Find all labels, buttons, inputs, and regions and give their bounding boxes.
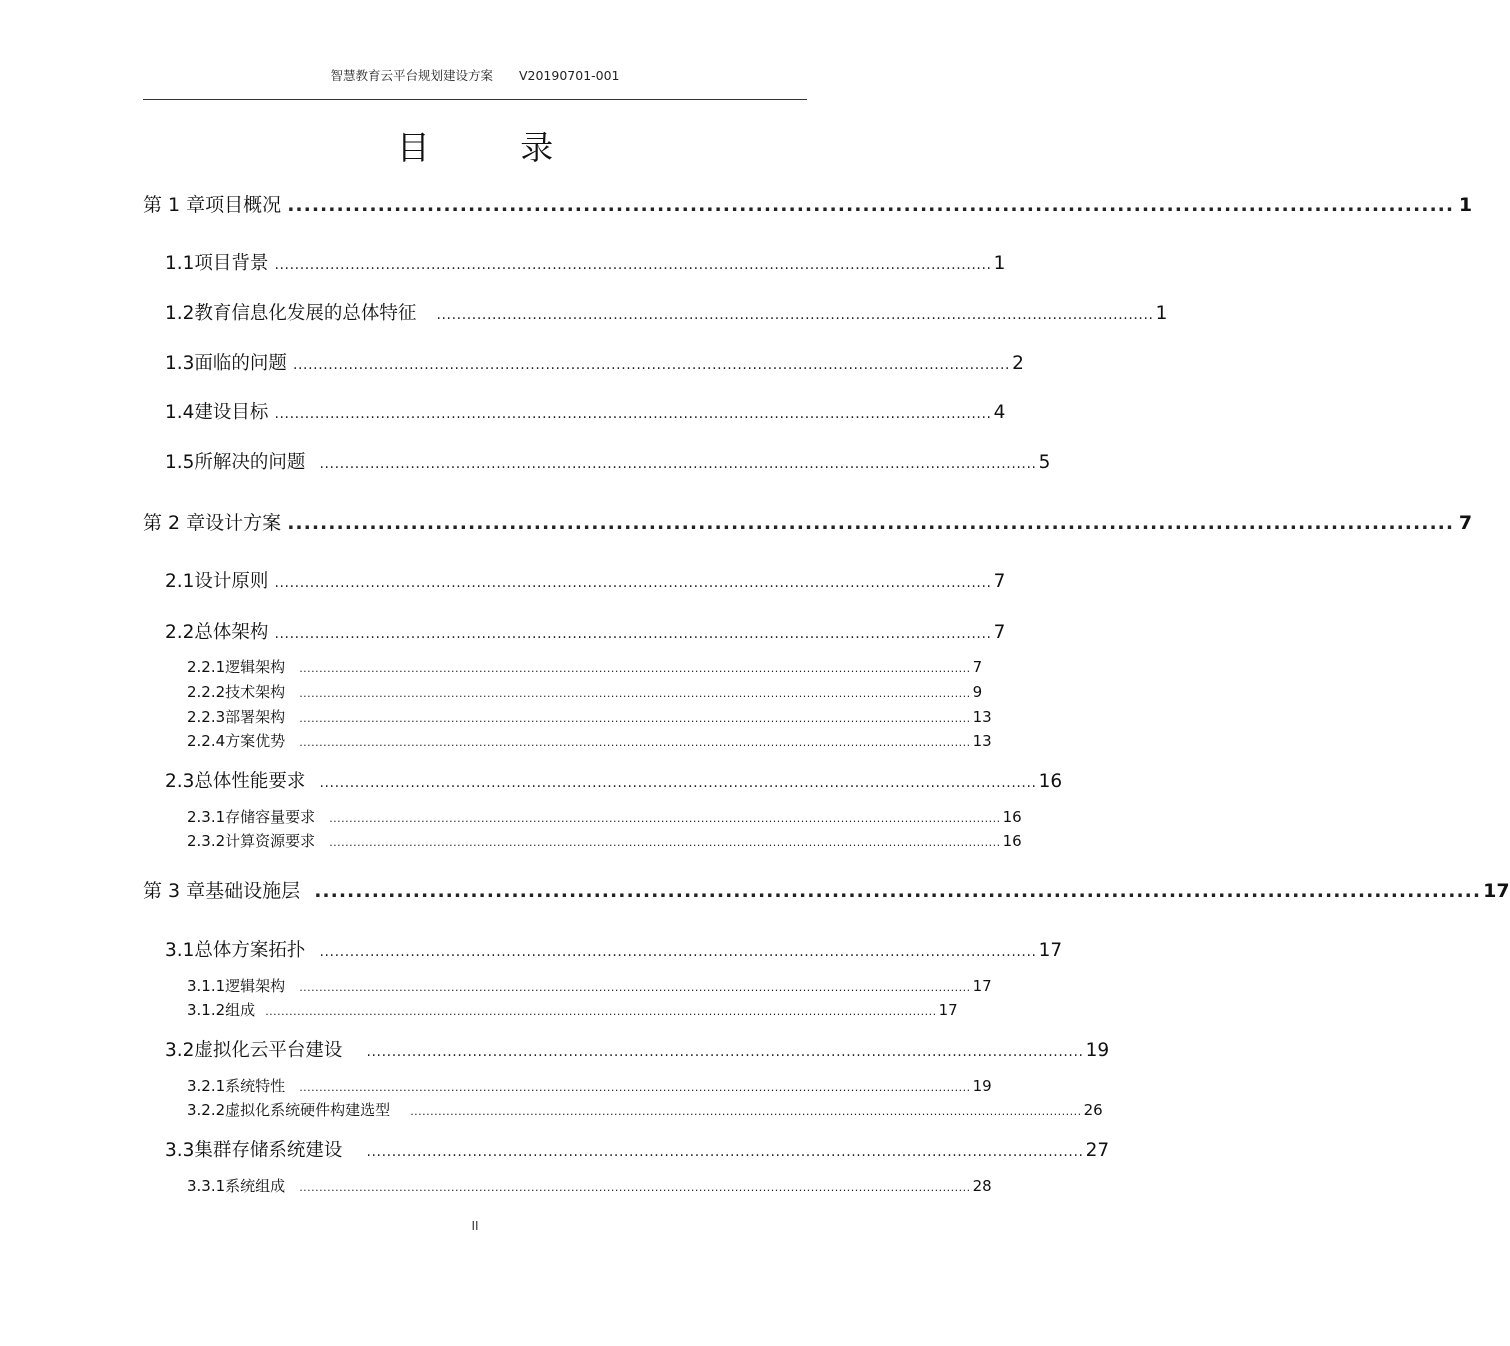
toc-entry-number: 3.3.1 <box>187 1177 226 1195</box>
toc-section-1-4[interactable] <box>165 398 1006 424</box>
toc-entry-label: 部署架构 <box>225 708 286 726</box>
toc-entry-label: 集群存储系统建设 <box>194 1140 343 1161</box>
toc-leader-dots: ........................................................................................................................................................................ <box>299 712 971 725</box>
toc-entry-number: 2.3.2 <box>187 832 226 850</box>
toc-entry-page: 16 <box>1002 832 1022 850</box>
toc-subsection-2-3-2[interactable] <box>187 830 1022 851</box>
toc-leader-dots: ........................................................................................................................................................................ <box>299 736 971 749</box>
toc-entry-page: 9 <box>972 683 983 701</box>
toc-entry-page: 19 <box>972 1077 992 1095</box>
toc-leader-dots: .............................................................................................................................................. <box>366 1144 1084 1160</box>
toc-entry-page: 27 <box>1085 1140 1110 1161</box>
toc-section-2-2[interactable] <box>165 618 1006 644</box>
toc-entry-number: 第 1 章 <box>143 194 206 216</box>
toc-entry-page: 1 <box>1155 303 1168 324</box>
toc-entry-label: 项目背景 <box>194 253 269 274</box>
toc-section-2-3[interactable] <box>165 767 1063 793</box>
toc-entry-number: 1.4 <box>165 402 195 423</box>
toc-entry-number: 2.1 <box>165 571 195 592</box>
toc-section-1-5[interactable] <box>165 448 1051 474</box>
toc-subsection-3-3-1[interactable] <box>187 1175 992 1196</box>
toc-leader-dots: .............................................................................................................................................. <box>274 257 992 273</box>
toc-leader-dots: ........................................................................................................................................................................ <box>265 1005 937 1018</box>
toc-leader-dots: ........................................................................................................................................................................ <box>329 836 1001 849</box>
toc-subsection-3-1-1[interactable] <box>187 975 992 996</box>
toc-section-3-1[interactable] <box>165 936 1063 962</box>
toc-entry-label: 逻辑架构 <box>225 658 286 676</box>
toc-entry-number: 2.2.2 <box>187 683 226 701</box>
toc-entry-number: 2.2.3 <box>187 708 226 726</box>
toc-entry-label: 组成 <box>225 1001 256 1019</box>
toc-section-3-3[interactable] <box>165 1136 1110 1162</box>
toc-leader-dots: ........................................................................................................................................................................ <box>299 687 971 700</box>
toc-entry-page: 17 <box>938 1001 958 1019</box>
toc-entry-number: 第 3 章 <box>143 880 206 902</box>
toc-entry-page: 13 <box>972 708 992 726</box>
toc-entry-number: 1.3 <box>165 353 195 374</box>
toc-subsection-2-2-3[interactable] <box>187 706 992 727</box>
page-number: II <box>471 1219 479 1233</box>
toc-chapter-2[interactable] <box>143 508 1473 535</box>
toc-leader-dots: .............................................................................................................................................. <box>292 357 1011 373</box>
toc-subsection-3-1-2[interactable] <box>187 999 958 1020</box>
toc-leader-dots: ........................................................................................................................................................................ <box>329 812 1001 825</box>
toc-entry-number: 3.1.2 <box>187 1001 226 1019</box>
toc-entry-page: 26 <box>1083 1101 1103 1119</box>
toc-entry-number: 2.2 <box>165 622 195 643</box>
toc-subsection-2-2-2[interactable] <box>187 681 983 702</box>
toc-leader-dots: .............................................................................................................................................. <box>319 456 1037 472</box>
toc-entry-page: 13 <box>972 732 992 750</box>
toc-entry-label: 设计原则 <box>194 571 269 592</box>
toc-entry-number: 2.2.4 <box>187 732 226 750</box>
toc-subsection-2-2-1[interactable] <box>187 656 983 677</box>
toc-entry-page: 7 <box>972 658 983 676</box>
toc-section-1-3[interactable] <box>165 349 1024 375</box>
toc-leader-dots: .............................................................................................................................................. <box>274 626 992 642</box>
toc-leader-dots: .............................................................................................................................................. <box>366 1044 1084 1060</box>
toc-entry-page: 4 <box>993 402 1006 423</box>
toc-entry-number: 2.3 <box>165 771 195 792</box>
toc-subsection-2-3-1[interactable] <box>187 806 1022 827</box>
toc-entry-label: 方案优势 <box>225 732 286 750</box>
toc-leader-dots: .............................................................................................................................................. <box>319 944 1037 960</box>
toc-entry-number: 第 2 章 <box>143 512 206 534</box>
toc-entry-label: 设计方案 <box>205 512 282 534</box>
toc-chapter-3[interactable] <box>143 876 1510 903</box>
toc-leader-dots: ........................................................................................................................................................................ <box>299 662 971 675</box>
toc-entry-page: 5 <box>1038 452 1051 473</box>
toc-entry-number: 3.2.2 <box>187 1101 226 1119</box>
toc-section-2-1[interactable] <box>165 567 1006 593</box>
toc-subsection-3-2-2[interactable] <box>187 1099 1103 1120</box>
toc-entry-label: 逻辑架构 <box>225 977 286 995</box>
toc-entry-label: 虚拟化云平台建设 <box>194 1040 343 1061</box>
toc-section-1-1[interactable] <box>165 249 1006 275</box>
toc-entry-label: 项目概况 <box>205 194 282 216</box>
toc-entry-label: 面临的问题 <box>194 353 287 374</box>
toc-entry-number: 1.1 <box>165 253 195 274</box>
toc-chapter-1[interactable] <box>143 190 1473 217</box>
toc-leader-dots: .............................................................................................................................................. <box>436 307 1154 323</box>
toc-entry-page: 16 <box>1002 808 1022 826</box>
toc-entry-label: 教育信息化发展的总体特征 <box>194 303 417 324</box>
toc-entry-label: 技术架构 <box>225 683 286 701</box>
toc-entry-label: 虚拟化系统硬件构建选型 <box>225 1101 391 1119</box>
toc-entry-page: 17 <box>972 977 992 995</box>
toc-entry-number: 3.2 <box>165 1040 195 1061</box>
toc-entry-page: 1 <box>993 253 1006 274</box>
toc-leader-dots: ........................................................................................................................................................................ <box>299 1081 971 1094</box>
toc-entry-number: 3.1 <box>165 940 195 961</box>
header-title: 智慧教育云平台规划建设方案 <box>330 68 493 83</box>
toc-entry-label: 所解决的问题 <box>194 452 306 473</box>
toc-leader-dots: ........................................................................................................................................................................ <box>410 1105 1082 1118</box>
toc-entry-label: 总体架构 <box>194 622 269 643</box>
toc-entry-number: 3.2.1 <box>187 1077 226 1095</box>
toc-entry-number: 3.3 <box>165 1140 195 1161</box>
toc-title: 目 录 <box>396 128 594 167</box>
toc-section-1-2[interactable] <box>165 299 1168 325</box>
toc-leader-dots: ........................................................................................................................................................................ <box>299 981 971 994</box>
toc-leader-dots: .............................................................................................................................................. <box>319 775 1037 791</box>
toc-entry-label: 基础设施层 <box>205 880 301 902</box>
header-version: V20190701-001 <box>518 68 620 83</box>
toc-entry-page: 16 <box>1038 771 1063 792</box>
toc-entry-page: 2 <box>1012 353 1024 374</box>
toc-entry-label: 总体性能要求 <box>194 771 306 792</box>
toc-entry-label: 计算资源要求 <box>225 832 316 850</box>
toc-leader-dots: .............................................................................................................................................. <box>287 194 1455 216</box>
toc-leader-dots: .............................................................................................................................................. <box>274 575 992 591</box>
toc-leader-dots: ........................................................................................................................................................................ <box>299 1181 971 1194</box>
toc-section-3-2[interactable] <box>165 1036 1110 1062</box>
toc-entry-label: 存储容量要求 <box>225 808 316 826</box>
toc-subsection-2-2-4[interactable] <box>187 730 992 751</box>
toc-entry-page: 17 <box>1038 940 1063 961</box>
toc-entry-number: 1.5 <box>165 452 195 473</box>
toc-entry-label: 系统特性 <box>225 1077 286 1095</box>
toc-subsection-3-2-1[interactable] <box>187 1075 992 1096</box>
toc-leader-dots: .............................................................................................................................................. <box>287 512 1455 534</box>
toc-entry-page: 19 <box>1085 1040 1110 1061</box>
toc-entry-number: 2.2.1 <box>187 658 226 676</box>
toc-entry-label: 建设目标 <box>194 402 269 423</box>
toc-entry-page: 7 <box>993 571 1006 592</box>
toc-entry-page: 7 <box>1458 512 1473 534</box>
toc-entry-label: 系统组成 <box>225 1177 286 1195</box>
toc-entry-page: 7 <box>993 622 1006 643</box>
toc-entry-number: 3.1.1 <box>187 977 226 995</box>
toc-entry-page: 28 <box>972 1177 992 1195</box>
toc-entry-page: 1 <box>1458 194 1473 216</box>
toc-leader-dots: .............................................................................................................................................. <box>314 880 1482 902</box>
toc-entry-page: 17 <box>1483 880 1510 902</box>
toc-entry-number: 1.2 <box>165 303 195 324</box>
toc-entry-label: 总体方案拓扑 <box>194 940 306 961</box>
toc-leader-dots: .............................................................................................................................................. <box>274 406 992 422</box>
toc-entry-number: 2.3.1 <box>187 808 226 826</box>
